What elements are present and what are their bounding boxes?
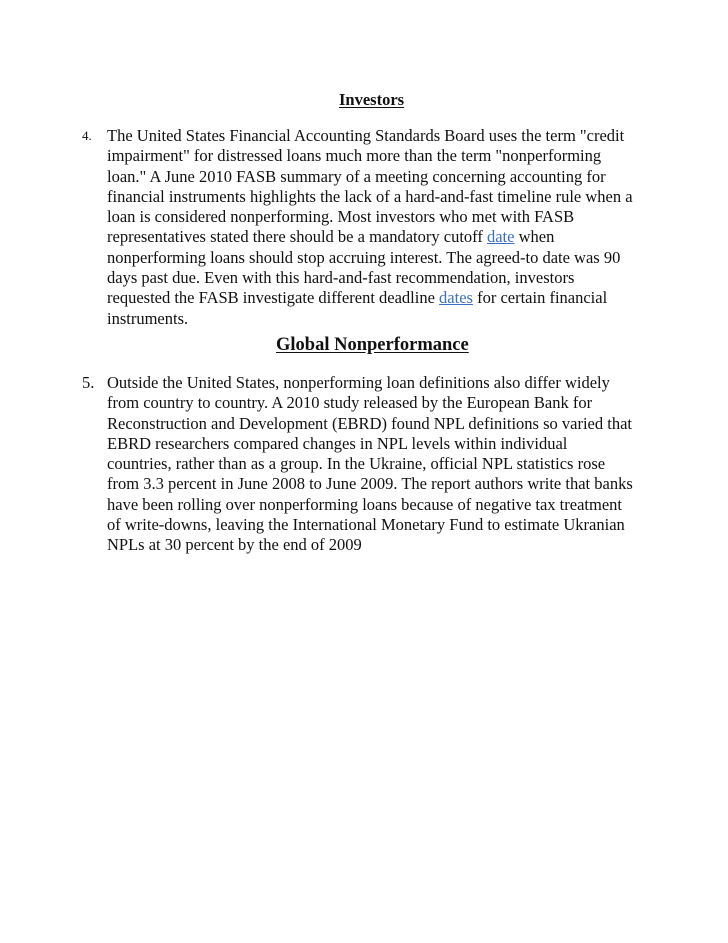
dates-link[interactable]: dates — [439, 288, 473, 308]
paragraph-line-text: representatives stated there should be a mandatory cutoff — [107, 227, 487, 247]
paragraph-line: impairment" for distressed loans much more than the term "nonperforming — [107, 146, 602, 166]
paragraph-line: of write-downs, leaving the International Monetary Fund to estimate Ukranian — [107, 515, 625, 535]
paragraph-line-text: when — [514, 227, 555, 247]
paragraph-line: financial instruments highlights the lack of a hard-and-fast timeline rule when a — [107, 186, 633, 206]
date-link[interactable]: date — [486, 227, 515, 247]
numbered-paragraph-4 — [82, 126, 662, 329]
paragraph-text — [107, 373, 662, 556]
paragraph-number: 4. — [82, 128, 92, 143]
paragraph-number: 5. — [82, 373, 95, 392]
paragraph-line: days past due. Even with this hard-and-fast recommendation, investors — [107, 268, 575, 288]
numbered-paragraph-5 — [82, 373, 662, 556]
paragraph-line: instruments. — [107, 308, 189, 328]
paragraph-line-with-link — [107, 288, 662, 308]
paragraph-line: countries, rather than as a group. In the Ukraine, official NPL statistics rose — [107, 454, 606, 474]
paragraph-line-text: requested the FASB investigate different deadline — [107, 288, 440, 308]
paragraph-line: loan is considered nonperforming. Most investors who met with FASB — [107, 207, 575, 227]
paragraph-line: nonperforming loans should stop accruing interest. The agreed-to date was 90 — [107, 247, 621, 267]
paragraph-line: Outside the United States, nonperforming loan definitions also differ widely — [107, 373, 610, 392]
section-heading-investors: Investors — [339, 90, 405, 109]
paragraph-line: Reconstruction and Development (EBRD) found NPL definitions so varied that — [107, 413, 632, 433]
paragraph-line: EBRD researchers compared changes in NPL levels within individual — [107, 433, 568, 453]
paragraph-line: The United States Financial Accounting Standards Board uses the term "credit — [107, 126, 625, 145]
paragraph-line: have been rolling over nonperforming loans because of negative tax treatment — [107, 494, 622, 514]
paragraph-line: from country to country. A 2010 study released by the European Bank for — [107, 393, 593, 413]
paragraph-line-with-link — [107, 227, 662, 247]
paragraph-line: NPLs at 30 percent by the end of 2009 — [107, 535, 362, 555]
paragraph-line-text: for certain financial — [472, 288, 608, 308]
paragraph-text — [107, 126, 662, 329]
section-heading-global-nonperformance: Global Nonperformance — [276, 335, 469, 355]
paragraph-line: from 3.3 percent in June 2008 to June 2009. The report authors write that banks — [107, 474, 633, 494]
paragraph-line: loan." A June 2010 FASB summary of a meeting concerning accounting for — [107, 166, 606, 186]
